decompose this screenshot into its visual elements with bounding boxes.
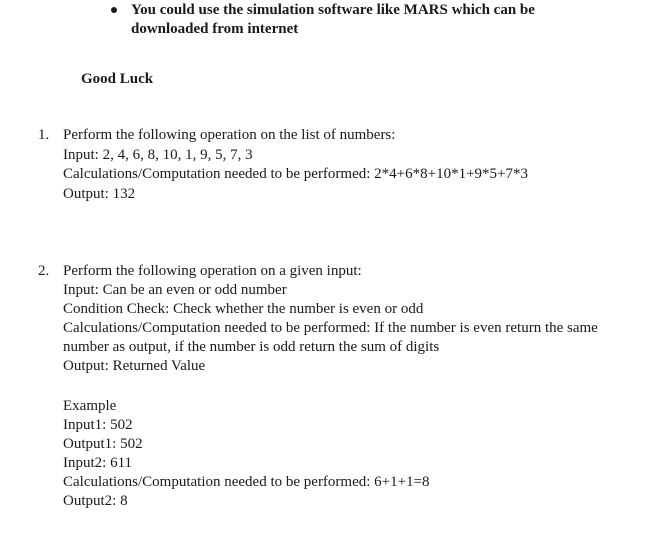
closing-text: Good Luck (81, 71, 154, 87)
q2-title: Perform the following operation on a given input: (63, 263, 362, 279)
q1-output: Output: 132 (63, 186, 136, 202)
q2-number: 2. (38, 263, 50, 279)
example-heading: Example (63, 398, 117, 414)
q2-calculation-line-1: Calculations/Computation needed to be performed: If the number is even return the same (63, 320, 598, 336)
q1-title: Perform the following operation on the list of numbers: (63, 127, 396, 143)
q2-condition: Condition Check: Check whether the number is even or odd (63, 301, 424, 317)
bullet-line-2: downloaded from internet (131, 21, 299, 37)
q2-calculation-line-2: number as output, if the number is odd return the sum of digits (63, 339, 440, 355)
example-input2: Input2: 611 (63, 455, 133, 471)
example-input1: Input1: 502 (63, 417, 133, 433)
bullet-line-1: You could use the simulation software like MARS which can be (131, 2, 535, 18)
example-output2: Output2: 8 (63, 493, 128, 509)
q1-number: 1. (38, 127, 50, 143)
q1-input: Input: 2, 4, 6, 8, 10, 1, 9, 5, 7, 3 (63, 147, 253, 163)
q2-input: Input: Can be an even or odd number (63, 282, 287, 298)
q1-calculation: Calculations/Computation needed to be performed: 2*4+6*8+10*1+9*5+7*3 (63, 166, 529, 182)
bullet-dot-icon (111, 7, 117, 13)
example-calculation: Calculations/Computation needed to be performed: 6+1+1=8 (63, 474, 430, 490)
q2-output: Output: Returned Value (63, 358, 206, 374)
example-output1: Output1: 502 (63, 436, 143, 452)
